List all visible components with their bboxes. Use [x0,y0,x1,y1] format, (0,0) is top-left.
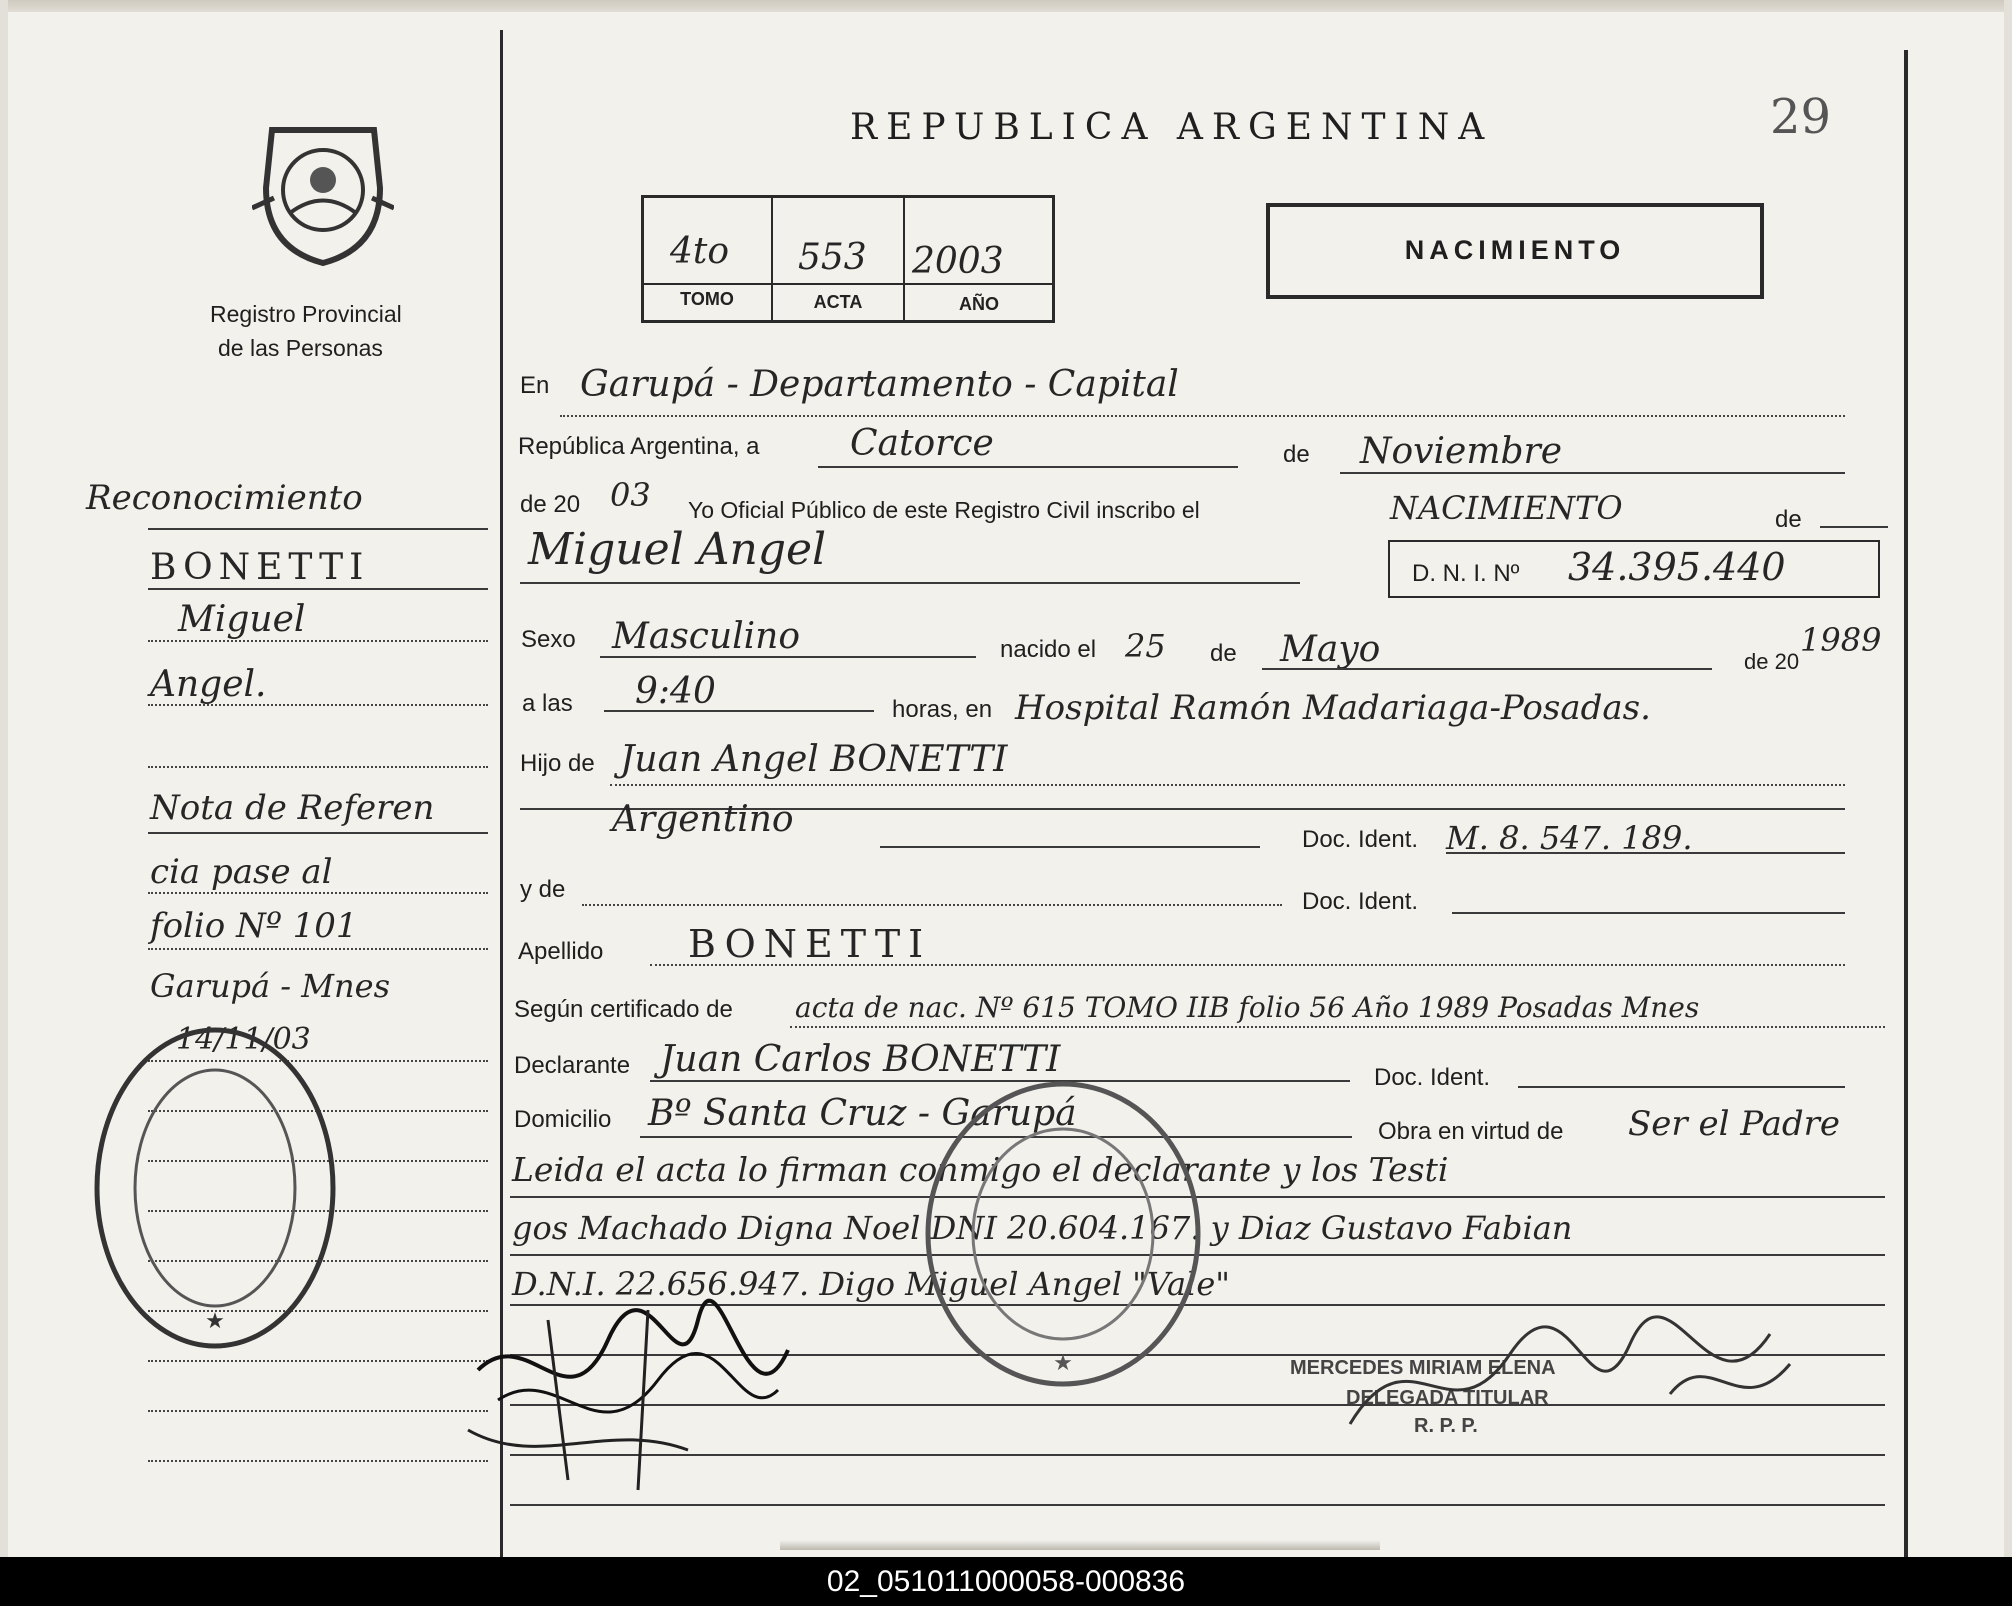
father-nationality: Argentino [612,799,794,840]
de-label-2: de [1775,506,1802,533]
margin-rule-5 [148,766,488,768]
ano-value: 2003 [912,241,1004,282]
birth-year-value: 1989 [1800,621,1882,659]
horas-label: horas, en [892,696,993,723]
margin-rule-2 [148,588,488,590]
segun-underline [790,1026,1885,1028]
next-page-edge [780,1540,1380,1550]
segun-label: Según certificado de [514,996,733,1023]
birth-year-label: de 20 [1744,649,1800,674]
ano-label: AÑO [959,294,999,314]
day-underline [818,466,1238,468]
margin-rule-6 [148,832,488,834]
margin-note-9: 14/11/03 [176,1022,311,1057]
official-name: MERCEDES MIRIAM ELENA [1290,1357,1556,1379]
father-doc-underline [1446,852,1845,854]
segun-value: acta de nac. Nº 615 TOMO IIB folio 56 Año 1989 Posadas Mnes [795,991,1700,1024]
margin-note-6: cia pase al [150,852,333,892]
y-de-label: y de [520,876,566,903]
margin-note-3: Miguel [178,599,306,640]
day-value: Catorce [850,423,994,464]
declarante-label: Declarante [514,1052,631,1079]
year-prefix: de 20 [520,491,581,518]
image-id-footer: 02_051011000058-000836 [0,1557,2012,1606]
en-underline [560,415,1845,417]
left-registry-stamp-icon [85,1018,345,1358]
narrative-line-1: Leida el acta lo firman conmigo el declarante y los Testi [512,1150,1449,1189]
act-value: NACIMIENTO [1390,489,1623,527]
acta-label: ACTA [813,292,863,312]
birth-de-label: de [1210,640,1237,667]
margin-rule-1 [148,528,488,530]
apellido-label: Apellido [518,938,604,965]
birth-day: 25 [1125,627,1166,665]
official-role: DELEGADA TITULAR [1346,1387,1549,1409]
place-value: Hospital Ramón Madariaga-Posadas. [1015,688,1651,728]
page-number: 29 [1770,89,1832,145]
month-underline [1340,472,1845,474]
officer-signature-icon [1290,1304,1810,1464]
margin-rule-7 [148,892,488,894]
en-value: Garupá - Departamento - Capital [580,364,1179,405]
month-value: Noviembre [1360,431,1563,472]
dni-value: 34.395.440 [1568,545,1786,589]
obra-label: Obra en virtud de [1378,1118,1564,1145]
margin-note-8: Garupá - Mnes [150,967,390,1005]
de-label: de [1283,441,1310,468]
margin-note-1: Reconocimiento [86,478,363,518]
registry-name-line1: Registro Provincial [210,301,402,327]
doc-type-title: NACIMIENTO [1404,235,1626,265]
father-underline [610,784,1845,786]
margin-rule-8 [148,948,488,950]
obra-value: Ser el Padre [1628,1104,1841,1144]
birth-month: Mayo [1280,629,1381,670]
birth-month-underline [1262,668,1712,670]
sexo-underline [600,656,976,658]
registry-name-line2: de las Personas [218,335,383,361]
apellido-value: BONETTI [688,922,932,966]
narrative-line-3: D.N.I. 22.656.947. Digo Miguel Angel "Vale" [512,1265,1231,1303]
acta-value: 553 [798,237,867,278]
margin-note-2: BONETTI [150,547,370,588]
margin-note-5: Nota de Referen [150,788,435,828]
act-underline [1820,526,1888,528]
narrative-line-2: gos Machado Digna Noel DNI 20.604.167. y Diaz Gustavo Fabian [512,1209,1573,1247]
sexo-label: Sexo [521,626,576,653]
margin-rule-15 [148,1360,488,1362]
country-title: REPUBLICA ARGENTINA [850,107,1494,148]
doc-ident-label-2: Doc. Ident. [1302,888,1419,915]
mother-underline [582,904,1282,906]
mother-doc-underline [1452,912,1845,914]
doc-ident-label: Doc. Ident. [1302,826,1419,853]
father-doc: M. 8. 547. 189. [1446,819,1693,857]
name-underline [520,582,1300,584]
record-box-label-divider [643,283,1053,285]
sexo-value: Masculino [612,616,801,657]
time-underline [604,710,874,712]
right-edge [1904,50,1908,1557]
year-value: 03 [610,476,651,514]
tomo-value: 4to [670,231,730,272]
hijo-label: Hijo de [520,750,595,777]
alas-label: a las [522,690,573,717]
province-seal-icon [252,118,394,268]
margin-note-4: Angel. [150,664,267,705]
margin-rule-4 [148,704,488,706]
margin-note-7: folio Nº 101 [150,906,358,946]
svg-text:★: ★ [1053,1350,1073,1375]
margin-rule-17 [148,1460,488,1462]
en-label: En [520,372,550,399]
domicilio-label: Domicilio [514,1106,612,1133]
margin-rule-3 [148,640,488,642]
doc-ident-label-3: Doc. Ident. [1374,1064,1491,1091]
margin-rule-16 [148,1410,488,1412]
nationality-underline [880,846,1260,848]
tomo-label: TOMO [680,289,734,309]
name-value: Miguel Angel [528,524,827,575]
declarante-doc-underline [1518,1086,1845,1088]
time-value: 9:40 [635,671,716,712]
inscribe-text: Yo Oficial Público de este Registro Civil inscribo el [688,497,1200,523]
republica-label: República Argentina, a [518,433,760,460]
nacido-label: nacido el [1000,636,1097,663]
declarante-value: Juan Carlos BONETTI [660,1039,1061,1080]
narrative-rule-7 [510,1504,1885,1506]
apellido-underline [650,964,1845,966]
center-registry-stamp-icon [918,1074,1208,1394]
father-value: Juan Angel BONETTI [620,739,1008,780]
dni-label: D. N. I. Nº [1412,560,1520,587]
official-office: R. P. P. [1414,1415,1478,1437]
declarant-signature-icon [448,1280,828,1500]
domicilio-value: Bº Santa Cruz - Garupá [648,1093,1077,1134]
svg-text:★: ★ [205,1308,225,1333]
